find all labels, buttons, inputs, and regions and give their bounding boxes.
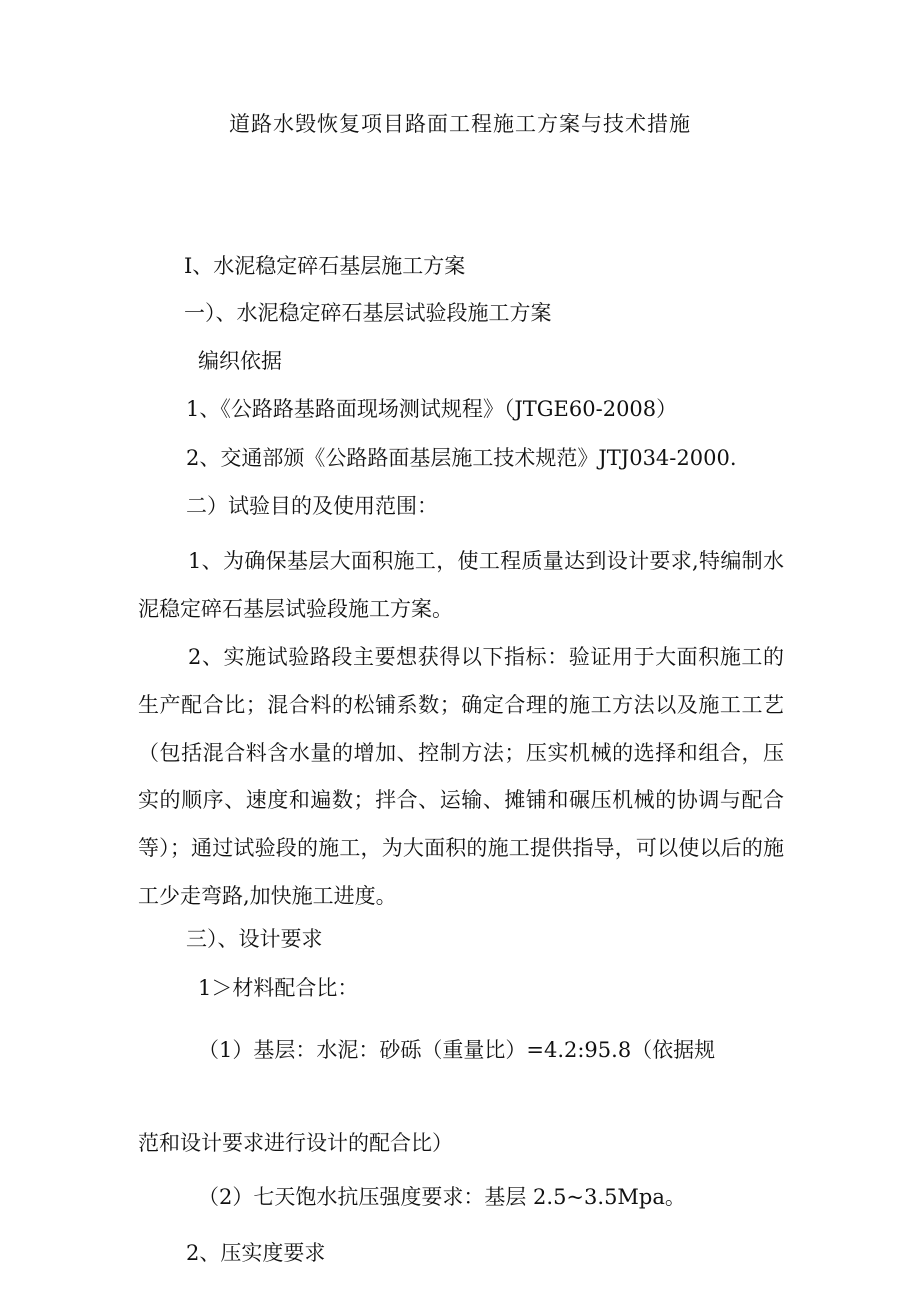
requirement-item-2: 2、压实度要求 bbox=[186, 1241, 326, 1265]
basis-item-2: 2、交通部颁《公路路面基层施工技术规范》JTJ034-2000. bbox=[186, 446, 737, 470]
subsection-heading-2: 二）试验目的及使用范围： bbox=[186, 494, 438, 518]
requirement-subitem-1-line-2: 范和设计要求进行设计的配合比） bbox=[138, 1131, 453, 1155]
purpose-paragraph-1: 1、为确保基层大面积施工，使工程质量达到设计要求,特编制水泥稳定碎石基层试验段施工方案。 bbox=[138, 549, 784, 621]
subsection-heading-1: 一）、水泥稳定碎石基层试验段施工方案 bbox=[184, 301, 552, 325]
basis-heading: 编织依据 bbox=[198, 349, 282, 373]
section-heading-1: I、水泥稳定碎石基层施工方案 bbox=[184, 254, 466, 278]
requirement-subitem-2: （2）七天饱水抗压强度要求：基层 2.5~3.5Mpa。 bbox=[198, 1185, 686, 1209]
subsection-heading-3: 三）、设计要求 bbox=[186, 927, 323, 951]
requirement-subitem-1-line-1: （1）基层：水泥：砂砾（重量比）=4.2:95.8（依据规 bbox=[198, 1038, 716, 1062]
document-title: 道路水毁恢复项目路面工程施工方案与技术措施 bbox=[229, 112, 691, 136]
requirement-item-1: 1＞材料配合比： bbox=[198, 976, 359, 1000]
basis-item-1: 1、《公路路基路面现场测试规程》（JTGE60-2008） bbox=[186, 397, 678, 421]
purpose-paragraph-2: 2、实施试验路段主要想获得以下指标：验证用于大面积施工的生产配合比；混合料的松铺系数；确定合理的施工方法以及施工工艺（包括混合料含水量的增加、控制方法；压实机械的选择和组合，压实的顺序、速度和遍数；拌合、运输、摊铺和碾压机械的协调与配合等）；通过试验段的施工，为大面积的施工提供指导，可以使以后的施工少走弯路,加快施工进度。 bbox=[138, 645, 784, 908]
